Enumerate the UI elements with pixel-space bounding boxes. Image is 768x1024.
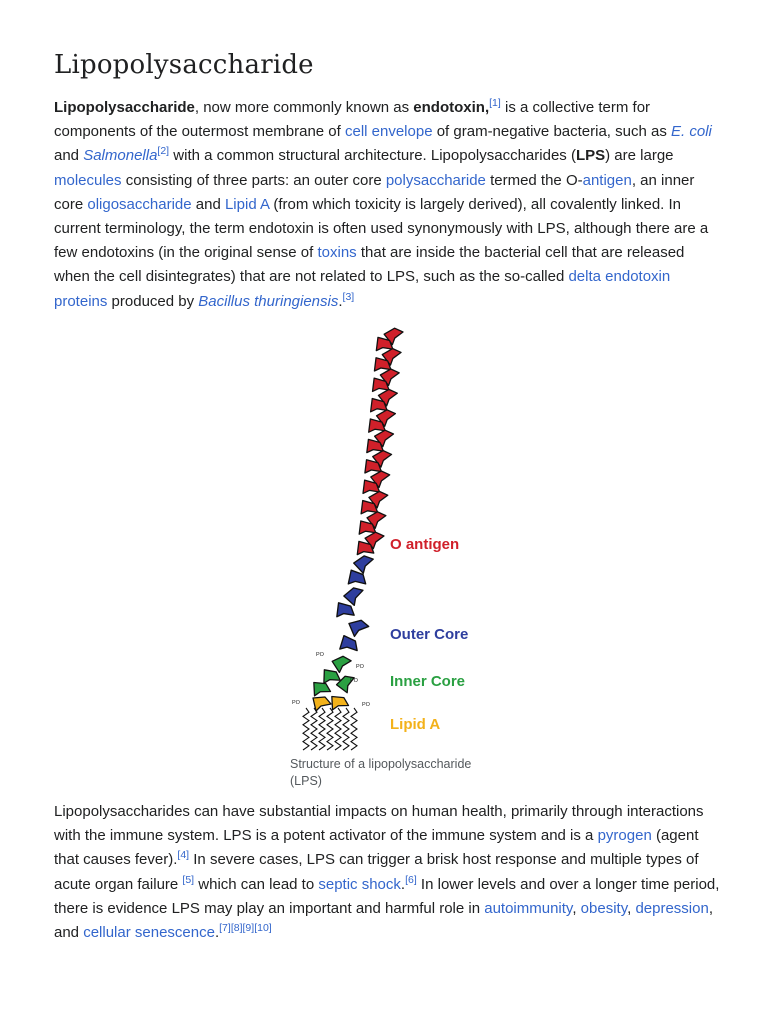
phosphate-label: PO <box>316 652 324 658</box>
text: that are inside the bacterial cell that are released when the cell disintegrates) that are not related to LPS, such as the so-called <box>54 244 685 286</box>
label-lipid-a: Lipid A <box>390 716 441 733</box>
label-outer-core: Outer Core <box>390 626 469 643</box>
text: produced by <box>107 292 199 310</box>
text: (agent that causes fever). <box>54 827 699 869</box>
link-lipid-a[interactable]: Lipid A <box>224 195 270 213</box>
text: , <box>572 899 581 917</box>
text: of gram-negative bacteria, such as <box>432 123 672 141</box>
sugar-unit <box>312 682 332 699</box>
text: , <box>627 899 636 917</box>
citation-4-link[interactable]: [4] <box>177 849 190 862</box>
citation-3-link[interactable]: [3] <box>342 290 355 303</box>
term-lipopolysaccharide: Lipopolysaccharide <box>54 99 195 116</box>
term-lps: LPS <box>575 147 606 165</box>
page-title: Lipopolysaccharide <box>54 50 314 80</box>
fatty-acid-chain <box>311 708 317 750</box>
text: , <box>484 99 490 116</box>
link-obesity[interactable]: obesity <box>580 899 628 917</box>
text: consisting of three parts: an outer core <box>121 171 386 189</box>
citation-3 <box>343 291 355 303</box>
citation-5-link[interactable]: [5] <box>182 873 195 886</box>
fatty-acid-chain <box>351 708 357 750</box>
figure-caption: Structure of a lipopolysaccharide (LPS) <box>290 757 472 788</box>
sugar-unit <box>332 654 354 673</box>
link-pyrogen[interactable]: pyrogen <box>597 827 652 845</box>
text: and <box>191 195 225 213</box>
term-endotoxin: endotoxin <box>413 99 485 116</box>
link-molecules[interactable]: molecules <box>54 171 122 189</box>
citation-7-10 <box>219 922 272 934</box>
text: . <box>400 875 406 893</box>
citation-1-link[interactable]: [1] <box>489 97 501 109</box>
sugar-unit <box>337 635 361 657</box>
citation-8-link[interactable]: [8] <box>230 922 243 935</box>
link-bacillus-thuringiensis[interactable] <box>198 293 338 310</box>
label-inner-core: Inner Core <box>390 673 466 690</box>
sugar-unit <box>345 569 368 590</box>
phosphate-label: PO <box>350 678 358 684</box>
citation-7-link[interactable]: [7] <box>219 922 231 935</box>
text: In severe cases, LPS can trigger a brisk host response and multiple types of acute organ failure <box>54 851 699 893</box>
fatty-acid-chain <box>303 708 309 750</box>
link-depression[interactable]: depression <box>635 899 709 917</box>
text: , and <box>54 899 713 942</box>
text: ) are large <box>605 147 674 165</box>
text: . <box>338 292 343 310</box>
text: , an inner core <box>54 171 695 213</box>
link-toxins[interactable]: toxins <box>317 244 357 262</box>
text: (from which toxicity is largely derived), all covalently linked. In current terminology, the term endotoxin is often used synonymously with LPS, although there are a few endotoxins (in the original sense of <box>54 195 709 262</box>
fatty-acid-chain <box>343 708 349 750</box>
fatty-acid-chain <box>319 708 325 750</box>
text: is a collective term for components of the outermost membrane of <box>54 99 651 141</box>
citation-10-link[interactable]: [10] <box>254 922 272 935</box>
link-septic-shock[interactable]: septic shock <box>318 875 401 893</box>
phosphate-label: PO <box>356 664 364 670</box>
citation-4 <box>177 849 189 861</box>
phosphate-label: PO <box>362 702 370 708</box>
citation-6-link[interactable]: [6] <box>405 873 417 886</box>
text: and <box>54 147 84 165</box>
text: with a common structural architecture. Lipopolysaccharides ( <box>169 147 576 165</box>
citation-2 <box>157 145 169 157</box>
label-o-antigen: O antigen <box>390 536 460 553</box>
text: . <box>214 924 220 942</box>
citation-2-link[interactable]: [2] <box>157 145 170 158</box>
link-polysaccharide[interactable]: polysaccharide <box>385 171 486 189</box>
link-oligosaccharide[interactable]: oligosaccharide <box>87 195 192 213</box>
link-salmonella[interactable] <box>83 147 157 164</box>
sugar-unit <box>343 584 367 607</box>
link-e-coli-text: E. coli <box>671 123 712 141</box>
citation-1 <box>489 97 501 109</box>
intro-paragraph <box>54 96 722 314</box>
link-bacillus-text: Bacillus thuringiensis <box>198 292 339 310</box>
text: which can lead to <box>194 875 319 893</box>
fatty-acid-chain <box>327 708 333 750</box>
link-delta-endotoxin[interactable]: delta endotoxin proteins <box>54 268 671 310</box>
link-antigen[interactable]: antigen <box>582 171 632 189</box>
link-e-coli[interactable] <box>671 123 712 140</box>
saccharide-chain <box>312 326 406 712</box>
text: Lipopolysaccharides can have substantial impacts on human health, primarily through interactions with the immune system. LPS is a potent activator of the immune system and is a <box>54 803 704 845</box>
link-cell-envelope[interactable]: cell envelope <box>344 123 433 141</box>
link-cellular-senescence[interactable]: cellular senescence <box>83 924 215 942</box>
link-salmonella-text: Salmonella <box>83 147 158 165</box>
citation-9-link[interactable]: [9] <box>242 922 255 935</box>
link-autoimmunity[interactable]: autoimmunity <box>484 899 573 917</box>
citation-6 <box>405 874 417 886</box>
health-paragraph <box>54 800 722 945</box>
lps-structure-figure <box>284 326 524 796</box>
lps-structure-diagram[interactable] <box>284 326 524 756</box>
sugar-unit <box>349 619 370 637</box>
phosphate-label: PO <box>292 700 300 706</box>
fatty-acid-chain <box>335 708 341 750</box>
text: In lower levels and over a longer time period, there is evidence LPS may play an important and harmful role in <box>54 875 720 917</box>
text: termed the O- <box>485 171 583 189</box>
lipid-a-tails <box>303 708 357 750</box>
citation-5 <box>182 874 194 886</box>
text: , now more commonly known as <box>194 99 414 116</box>
